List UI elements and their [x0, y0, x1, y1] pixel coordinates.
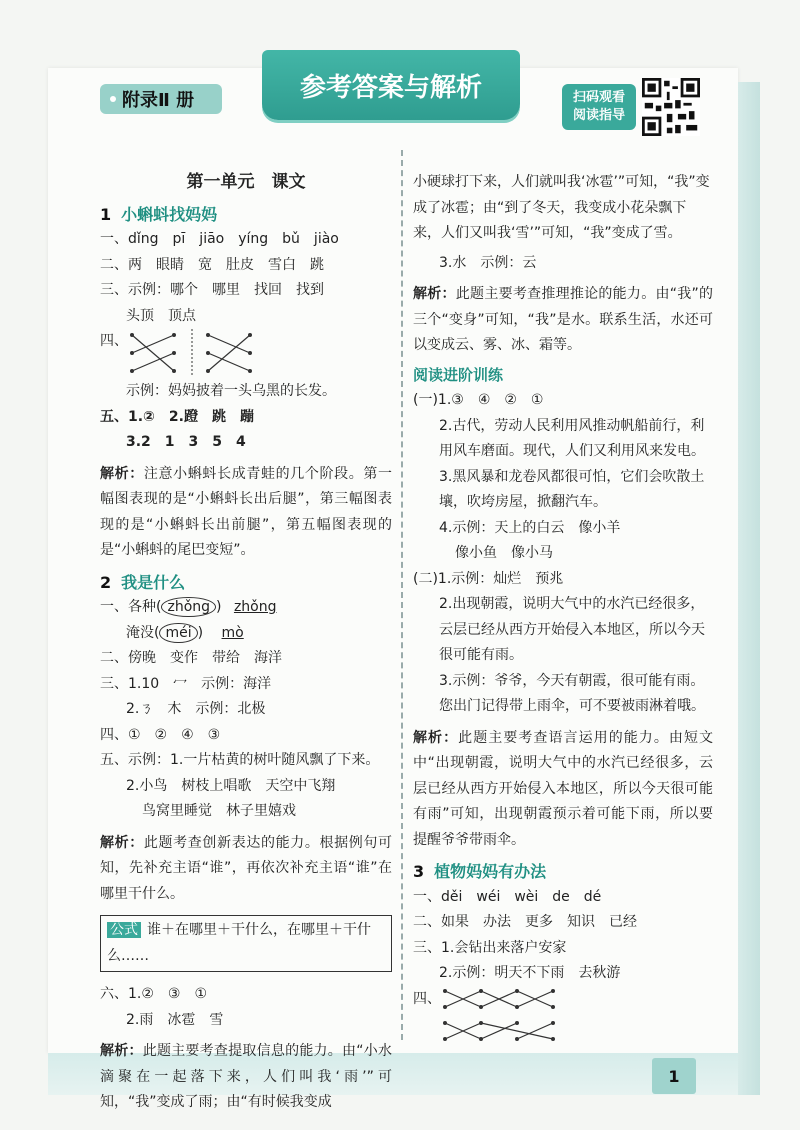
- reading-2-q1: (二)1.示例：灿烂 预兆: [413, 570, 564, 587]
- analysis-label: 解析：: [100, 1043, 143, 1059]
- lesson-1-q1: 一、dǐng pī jiāo yíng bǔ jiào: [100, 231, 339, 247]
- analysis-text: 此题主要考查提取信息的能力。由“小水滴聚在一起落下来，人们叫我‘雨’”可知，“我”变成了雨；由“有时候我变成: [100, 1043, 392, 1110]
- formula-text: 谁＋在哪里＋干什么，在哪里＋干什么……: [107, 922, 371, 964]
- lesson-3-q1: 一、děi wéi wèi de dé: [413, 888, 602, 905]
- lesson-2-q5: 五、示例：1.一片枯黄的树叶随风飘了下来。: [100, 752, 380, 768]
- right-column: [413, 170, 713, 1043]
- lesson-1-q4-example: 示例：妈妈披着一头乌黑的长发。: [126, 383, 336, 399]
- lesson-2-number: 2: [100, 572, 112, 592]
- matching-lines-diagram: [128, 329, 258, 375]
- reading-section-title: 阅读进阶训练: [413, 365, 504, 384]
- left-column: [100, 170, 392, 1116]
- scan-line-1: 扫码观看: [572, 90, 625, 105]
- lesson-3-q3: 三、1.会钻出来落户安家: [413, 939, 567, 956]
- lesson-1-number: 1: [100, 204, 112, 224]
- lesson-1-name: 小蝌蚪找妈妈: [121, 204, 218, 224]
- lesson-3-name: 植物妈妈有办法: [434, 862, 547, 881]
- lesson-2-q3: 三、1.10 冖 示例：海洋: [100, 675, 272, 692]
- lesson-2-q5-b: 2.小鸟 树枝上唱歌 天空中飞翔: [126, 777, 336, 794]
- matching-lines-diagram-2: [441, 987, 561, 1043]
- continued-analysis: 小硬球打下来，人们就叫我‘冰雹’”可知，“我”变成了冰雹；由“到了冬天，我变成小花朵飘下来，人们又叫我‘雪’”可知，“我”变成了雪。: [413, 174, 710, 241]
- analysis-label: 解析：: [413, 286, 456, 302]
- reading-2-q2: 2.出现朝霞，说明大气中的水汽已经很多，云层已经从西方开始侵入本地区，所以今天很可能有雨。: [439, 596, 705, 663]
- lesson-3-q4: [413, 987, 713, 1043]
- q1a-suffix: ): [216, 599, 222, 615]
- analysis-label: 解析：: [100, 834, 144, 851]
- q1b-suffix: ): [197, 624, 204, 641]
- lesson-2-q2: 二、傍晚 变作 带给 海洋: [100, 650, 282, 666]
- lesson-2-q6-cont: 2.雨 冰雹 雪: [126, 1011, 224, 1028]
- lesson-2-q6: 六、1.② ③ ①: [100, 986, 208, 1002]
- analysis-text: 此题考查创新表达的能力。根据例句可知，先补充主语“谁”，再依次补充主语“谁”在哪里干什么。: [100, 834, 393, 902]
- reading-1-q2: 2.古代，劳动人民利用风推动帆船前行，利用风车磨面。现代，人们又利用风来发电。: [439, 417, 705, 459]
- analysis-text: 此题主要考查语言运用的能力。由短文中“出现朝霞，说明大气中的水汽已经很多，云层已经从西方开始侵入本地区，所以今天很可能有雨”可知，出现朝霞预示着可能下雨，所以要提醒爷爷带雨伞。: [413, 729, 714, 848]
- lesson-3-q3-cont: 2.示例：明天不下雨 去秋游: [439, 965, 621, 981]
- dot-icon: [110, 96, 116, 102]
- lesson-2-analysis-2: [100, 1039, 392, 1116]
- page-number: 1: [652, 1058, 696, 1094]
- analysis-text: 此题主要考查推理推论的能力。由“我”的三个“变身”可知，“我”是水。联系生活，水还可以变成云、雾、冰、霜等。: [413, 286, 714, 353]
- lesson-3-title: [413, 859, 713, 885]
- column-divider: [401, 150, 403, 1040]
- lesson-2-analysis: [100, 831, 392, 908]
- analysis-label: 解析：: [413, 729, 459, 746]
- q1a-prefix: 一、各种(: [100, 599, 162, 615]
- lesson-1-q2: 二、两 眼睛 宽 肚皮 雪白 跳: [100, 256, 324, 273]
- reading-1-q3: 3.黑风暴和龙卷风都很可怕，它们会吹散土壤，吹垮房屋，掀翻汽车。: [439, 468, 705, 510]
- lesson-2-analysis-3: [413, 282, 713, 359]
- unit-title: 第一单元 课文: [186, 172, 306, 192]
- q1b-circled-answer: méi: [159, 623, 197, 643]
- scan-guide-badge: [562, 84, 636, 130]
- lesson-1-q4: [100, 329, 392, 379]
- page-title-banner: 参考答案与解析: [262, 50, 520, 120]
- lesson-2-q5-c: 鸟窝里睡觉 林子里嬉戏: [142, 803, 296, 819]
- lesson-2-name: 我是什么: [121, 572, 186, 592]
- reading-analysis: [413, 726, 713, 854]
- analysis-text: 注意小蝌蚪长成青蛙的几个阶段。第一幅图表现的是“小蝌蚪长出后腿”，第三幅图表现的是“小蝌蚪长出前腿”，第五幅图表现的是“小蝌蚪的尾巴变短”。: [100, 465, 393, 558]
- lesson-1-q3: 三、示例：哪个 哪里 找回 找到: [100, 282, 324, 298]
- lesson-1-q5-cont: 3.2 1 3 5 4: [126, 434, 246, 450]
- scan-line-2: 阅读指导: [572, 108, 625, 123]
- lesson-2-q1b: [100, 621, 392, 647]
- lesson-2-q1a: [100, 595, 392, 621]
- lesson-2-q6-3: 3.水 示例：云: [439, 254, 537, 271]
- q1a-circled-answer: zhǒng: [161, 597, 216, 617]
- lesson-1-q5: 五、1.② 2.蹬 跳 蹦: [100, 408, 254, 425]
- lesson-2-q3-cont: 2.ㄋ 木 示例：北极: [126, 701, 266, 717]
- formula-box: [100, 915, 392, 972]
- lesson-3-number: 3: [413, 862, 425, 881]
- q1b-prefix: 淹没(: [126, 624, 160, 641]
- lesson-3-q2: 二、如果 办法 更多 知识 已经: [413, 914, 637, 930]
- formula-tag: 公式: [107, 922, 141, 938]
- lesson-1-analysis: [100, 462, 392, 564]
- reading-1-q1: (一)1.③ ④ ② ①: [413, 392, 544, 408]
- appendix-label: [100, 84, 222, 114]
- q1a-alt: zhǒng: [233, 599, 277, 615]
- reading-1-q4-cont: 像小鱼 像小马: [455, 545, 553, 561]
- qr-code-icon[interactable]: [642, 78, 700, 136]
- q1b-alt: mò: [221, 624, 244, 641]
- lesson-3-q4-label: 四、: [413, 990, 441, 1007]
- lesson-2-q4: 四、① ② ④ ③: [100, 726, 221, 743]
- page-edge-band: [738, 82, 760, 1095]
- appendix-text: 附录Ⅱ 册: [122, 90, 195, 111]
- analysis-label: 解析：: [100, 465, 144, 482]
- lesson-1-q3-cont: 头顶 顶点: [126, 307, 196, 324]
- reading-1-q4: 4.示例：天上的白云 像小羊: [439, 519, 621, 536]
- lesson-1-q4-label: 四、: [100, 333, 128, 349]
- lesson-2-title: [100, 570, 392, 596]
- reading-2-q3: 3.示例：爷爷，今天有朝霞，很可能有雨。您出门记得带上雨伞，可不要被雨淋着哦。: [439, 672, 705, 714]
- lesson-1-title: [100, 202, 392, 228]
